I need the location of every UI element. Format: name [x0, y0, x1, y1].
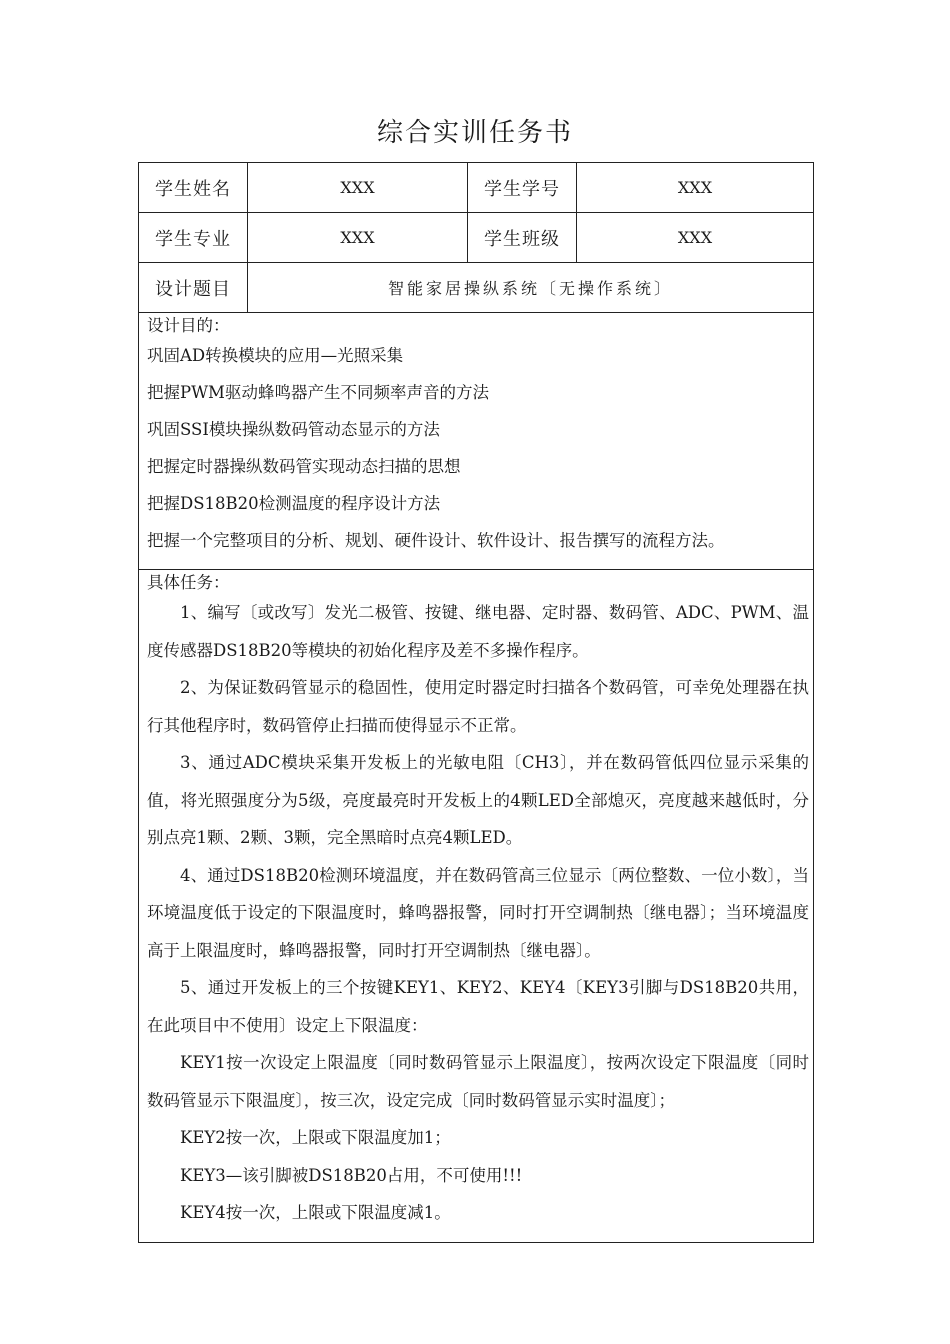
- goal-item: 把握PWM驱动蜂鸣器产生不同频率声音的方法: [147, 383, 489, 402]
- task-item: 1、编写〔或改写〕发光二极管、按键、继电器、定时器、数码管、ADC、PWM、温度传感器DS18B20等模块的初始化程序及差不多操作程序。: [147, 603, 809, 660]
- topic-label: 设计题目: [139, 263, 248, 313]
- goals-heading: 设计目的：: [147, 316, 230, 335]
- key-instruction: KEY4按一次，上限或下限温度减1。: [180, 1203, 451, 1222]
- goals-cell: [139, 313, 814, 570]
- task-item: 3、通过ADC模块采集开发板上的光敏电阻〔CH3〕，并在数码管低四位显示采集的值，将光照强度分为5级，亮度最亮时开发板上的4颗LED全部熄灭，亮度越来越低时，分别点亮1颗、2颗、3颗，完全黑暗时点亮4颗LED。: [147, 753, 809, 847]
- task-item: 5、通过开发板上的三个按键KEY1、KEY2、KEY4〔KEY3引脚与DS18B20共用，在此项目中不使用〕设定上下限温度：: [147, 978, 809, 1035]
- student-name-value: XXX: [248, 163, 468, 213]
- major-value: XXX: [248, 213, 468, 263]
- class-value: XXX: [577, 213, 814, 263]
- row-name-id: [139, 163, 814, 213]
- student-id-value: XXX: [577, 163, 814, 213]
- row-goals: [139, 313, 814, 570]
- key-instruction: KEY1按一次设定上限温度〔同时数码管显示上限温度〕，按两次设定下限温度〔同时数码管显示下限温度〕，按三次，设定完成〔同时数码管显示实时温度〕；: [147, 1053, 809, 1110]
- major-label: 学生专业: [139, 213, 248, 263]
- goal-item: 把握定时器操纵数码管实现动态扫描的思想: [147, 457, 461, 476]
- row-tasks: [139, 570, 814, 1243]
- task-form-table: [138, 162, 814, 1243]
- tasks-cell: [139, 570, 814, 1243]
- student-id-label: 学生学号: [468, 163, 577, 213]
- goal-item: 巩固SSI模块操纵数码管动态显示的方法: [147, 420, 440, 439]
- class-label: 学生班级: [468, 213, 577, 263]
- topic-value: 智能家居操纵系统〔无操作系统〕: [248, 263, 814, 313]
- row-major-class: [139, 213, 814, 263]
- goal-item: 把握一个完整项目的分析、规划、硬件设计、软件设计、报告撰写的流程方法。: [147, 531, 725, 550]
- student-name-label: 学生姓名: [139, 163, 248, 213]
- task-item: 4、通过DS18B20检测环境温度，并在数码管高三位显示〔两位整数、一位小数〕，当环境温度低于设定的下限温度时，蜂鸣器报警，同时打开空调制热〔继电器〕；当环境温度高于上限温度时，蜂鸣器报警，同时打开空调制热〔继电器〕。: [147, 865, 809, 960]
- goal-item: 把握DS18B20检测温度的程序设计方法: [147, 494, 441, 513]
- goal-item: 巩固AD转换模块的应用—光照采集: [147, 346, 404, 365]
- key-instruction: KEY2按一次，上限或下限温度加1；: [180, 1128, 451, 1147]
- tasks-heading: 具体任务：: [147, 573, 230, 592]
- document-title: 综合实训任务书: [376, 118, 573, 148]
- key-instruction: KEY3—该引脚被DS18B20占用，不可使用!!!: [180, 1165, 523, 1185]
- row-topic: [139, 263, 814, 313]
- task-item: 2、为保证数码管显示的稳固性，使用定时器定时扫描各个数码管，可幸免处理器在执行其他程序时，数码管停止扫描而使得显示不正常。: [147, 678, 809, 735]
